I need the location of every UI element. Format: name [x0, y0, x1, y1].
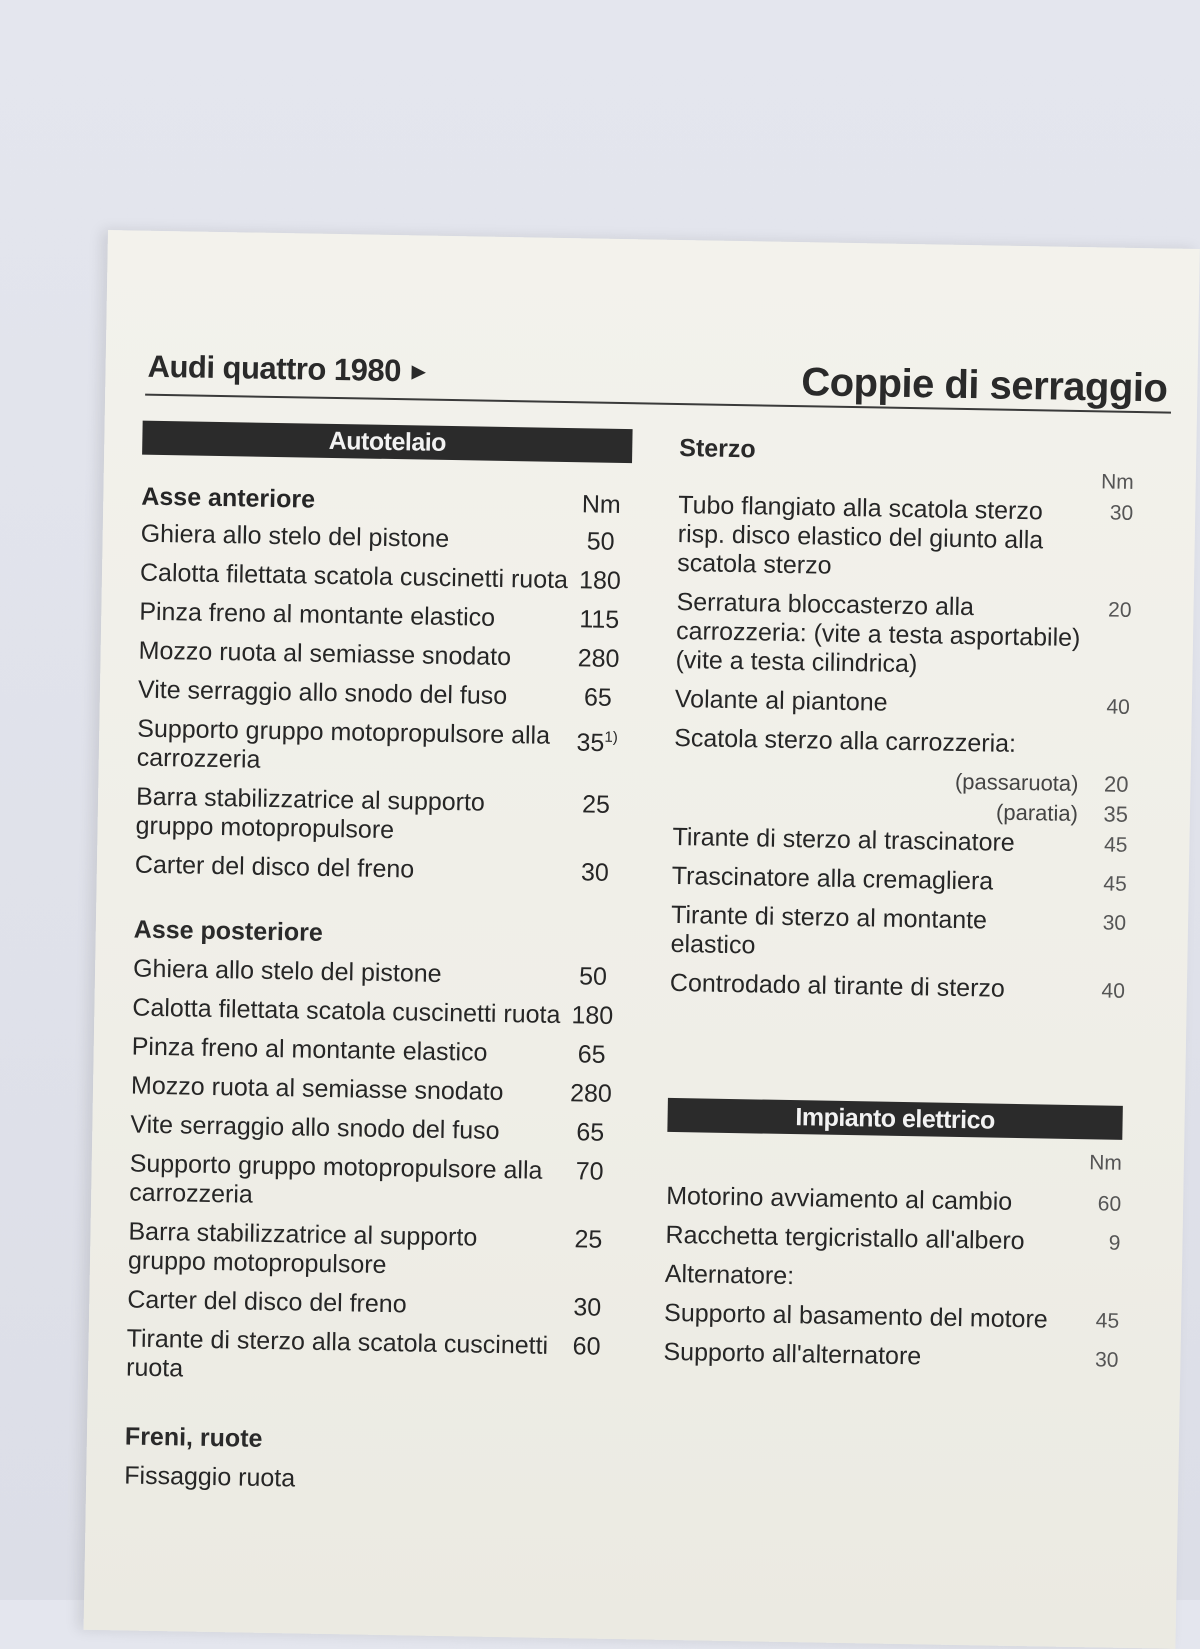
item-label: Vite serraggio allo snodo del fuso — [137, 675, 508, 711]
brakes-list — [124, 1461, 614, 1499]
item-label: Vite serraggio allo snodo del fuso — [130, 1110, 500, 1145]
item-label: (paratia) — [995, 799, 1079, 827]
item-value: 30 — [1094, 1348, 1119, 1372]
list-item — [665, 1221, 1120, 1258]
item-value: 50 — [578, 962, 608, 991]
item-label: Scatola sterzo alla carrozzeria: — [673, 723, 1017, 758]
item-value: 20 — [1107, 598, 1132, 622]
item-value: 180 — [578, 566, 622, 596]
list-item — [139, 598, 629, 636]
manual-page — [84, 230, 1200, 1649]
item-value: 30 — [1109, 501, 1134, 525]
item-value: 60 — [572, 1332, 601, 1361]
list-item — [127, 1286, 617, 1324]
list-item — [675, 685, 1130, 722]
item-value: 45 — [1103, 833, 1128, 857]
item-label: Carter del disco del freno — [127, 1285, 407, 1319]
item-label: Fissaggio ruota — [124, 1461, 296, 1493]
list-item — [131, 1033, 621, 1071]
page-title: Coppie di serraggio — [800, 360, 1168, 411]
front-axle-list — [135, 520, 631, 888]
list-item — [128, 1218, 619, 1285]
item-value: 180 — [571, 1001, 614, 1030]
rear-axle-title: Asse posteriore — [133, 915, 323, 947]
section-bar-autotelaio: Autotelaio — [142, 421, 633, 464]
item-label: Supporto gruppo motopropulsore alla carrozzeria — [128, 1149, 543, 1209]
steering-list-2 — [670, 823, 1128, 1006]
item-label: Serratura bloccasterzo alla carrozzeria: (vite a testa asportabile) (vite a testa cilindrica) — [675, 587, 1081, 679]
item-value: 30 — [1102, 911, 1127, 935]
page-header-left — [147, 349, 430, 390]
steering-sublist — [673, 763, 1129, 829]
list-item — [140, 520, 630, 558]
list-item — [130, 1111, 620, 1149]
item-value — [1080, 1267, 1120, 1268]
item-label: Barra stabilizzatrice al supporto gruppo motopropulsore — [127, 1217, 478, 1280]
list-item — [672, 823, 1127, 860]
item-label: Tirante di sterzo alla scatola cuscinetti ruota — [125, 1324, 549, 1383]
item-value: 35$^{1)}$ — [576, 728, 618, 758]
unit-label: Nm — [581, 490, 621, 519]
item-label: Tubo flangiato alla scatola sterzo risp. disco elastico del giunto alla scatola sterzo — [677, 490, 1044, 580]
item-value: 60 — [1097, 1192, 1122, 1216]
item-label: Trascinatore alla cremagliera — [671, 861, 994, 896]
item-label: Calotta filettata scatola cuscinetti ruota — [139, 558, 569, 595]
item-label: Supporto all'alternatore — [663, 1337, 922, 1371]
steering-list — [674, 491, 1134, 761]
list-item — [666, 1182, 1121, 1219]
list-item — [124, 1461, 614, 1499]
item-value: 65 — [577, 1040, 606, 1069]
item-value: 35 — [1103, 801, 1129, 827]
item-value: 70 — [575, 1157, 604, 1186]
list-item — [670, 901, 1126, 967]
list-item — [665, 1260, 1120, 1297]
model-title: Audi quattro 1980 — [147, 348, 402, 389]
item-value: 115 — [579, 605, 620, 634]
item-label: Racchetta tergicristallo all'albero — [665, 1220, 1025, 1256]
list-item — [675, 588, 1131, 683]
item-label: Motorino avviamento al cambio — [665, 1181, 1013, 1216]
item-value: 40 — [1101, 979, 1126, 1003]
list-item — [677, 491, 1133, 586]
unit-label: Nm — [1088, 1151, 1123, 1175]
item-value: 45 — [1103, 872, 1127, 896]
list-item — [664, 1299, 1119, 1336]
item-label: Ghiera allo stelo del pistone — [140, 519, 450, 553]
list-item — [135, 783, 626, 850]
rear-axle-list — [126, 955, 623, 1391]
item-value: 40 — [1106, 695, 1131, 719]
right-column — [663, 430, 1134, 1385]
item-value: 30 — [580, 858, 610, 887]
item-label: Pinza freno al montante elastico — [131, 1032, 488, 1067]
item-label: Barra stabilizzatrice al supporto gruppo motopropulsore — [135, 782, 486, 845]
list-item — [132, 994, 622, 1032]
list-item — [663, 1338, 1118, 1375]
item-value: 25 — [581, 790, 611, 819]
play-arrow-icon: ► — [406, 358, 431, 386]
list-item — [126, 1324, 617, 1391]
item-label: (passaruota) — [954, 768, 1079, 797]
item-label: Tirante di sterzo al montante elastico — [670, 900, 988, 960]
item-label: Pinza freno al montante elastico — [139, 597, 496, 632]
list-item — [138, 676, 628, 714]
section-bar-impianto-elettrico: Impianto elettrico — [667, 1098, 1123, 1140]
item-value: 9 — [1108, 1231, 1121, 1255]
list-item — [133, 955, 623, 993]
electric-list — [663, 1182, 1121, 1375]
list-item — [670, 969, 1125, 1006]
item-label: Supporto al basamento del motore — [663, 1298, 1048, 1334]
item-value: 25 — [574, 1225, 603, 1254]
list-item — [129, 1150, 620, 1217]
item-value: 45 — [1095, 1309, 1120, 1333]
item-label: Supporto gruppo motopropulsore alla carrozzeria — [136, 714, 551, 774]
item-value: 20 — [1103, 771, 1129, 797]
item-label: Controdado al tirante di sterzo — [669, 968, 1006, 1003]
unit-label: Nm — [1100, 470, 1134, 494]
item-label: Calotta filettata scatola cuscinetti ruota — [132, 993, 561, 1030]
item-label: Mozzo ruota al semiasse snodato — [138, 636, 512, 672]
item-value: 280 — [569, 1079, 613, 1108]
item-label: Volante al piantone — [674, 684, 888, 717]
item-label: Alternatore: — [664, 1259, 795, 1291]
item-value: 65 — [576, 1118, 605, 1147]
item-value — [554, 1469, 614, 1470]
item-label: Carter del disco del freno — [134, 850, 415, 884]
list-item — [672, 862, 1127, 899]
front-axle-title: Asse anteriore — [141, 482, 316, 514]
item-value: 65 — [583, 683, 613, 712]
list-item — [137, 715, 628, 782]
list-item — [138, 637, 628, 675]
item-label: Ghiera allo stelo del pistone — [132, 954, 442, 988]
item-value: 50 — [586, 527, 615, 556]
left-column — [124, 421, 633, 1509]
item-label: Tirante di sterzo al trascinatore — [672, 822, 1015, 857]
footnote-ref: 1) — [604, 728, 618, 746]
list-item — [674, 724, 1129, 761]
list-item — [140, 559, 630, 597]
item-value: 280 — [577, 644, 620, 673]
item-value — [1089, 731, 1129, 732]
item-value: 30 — [573, 1293, 602, 1322]
brakes-title: Freni, ruote — [124, 1422, 263, 1453]
list-item — [131, 1072, 621, 1110]
steering-title: Sterzo — [679, 434, 756, 464]
item-label: Mozzo ruota al semiasse snodato — [130, 1071, 504, 1107]
list-item — [135, 851, 625, 889]
